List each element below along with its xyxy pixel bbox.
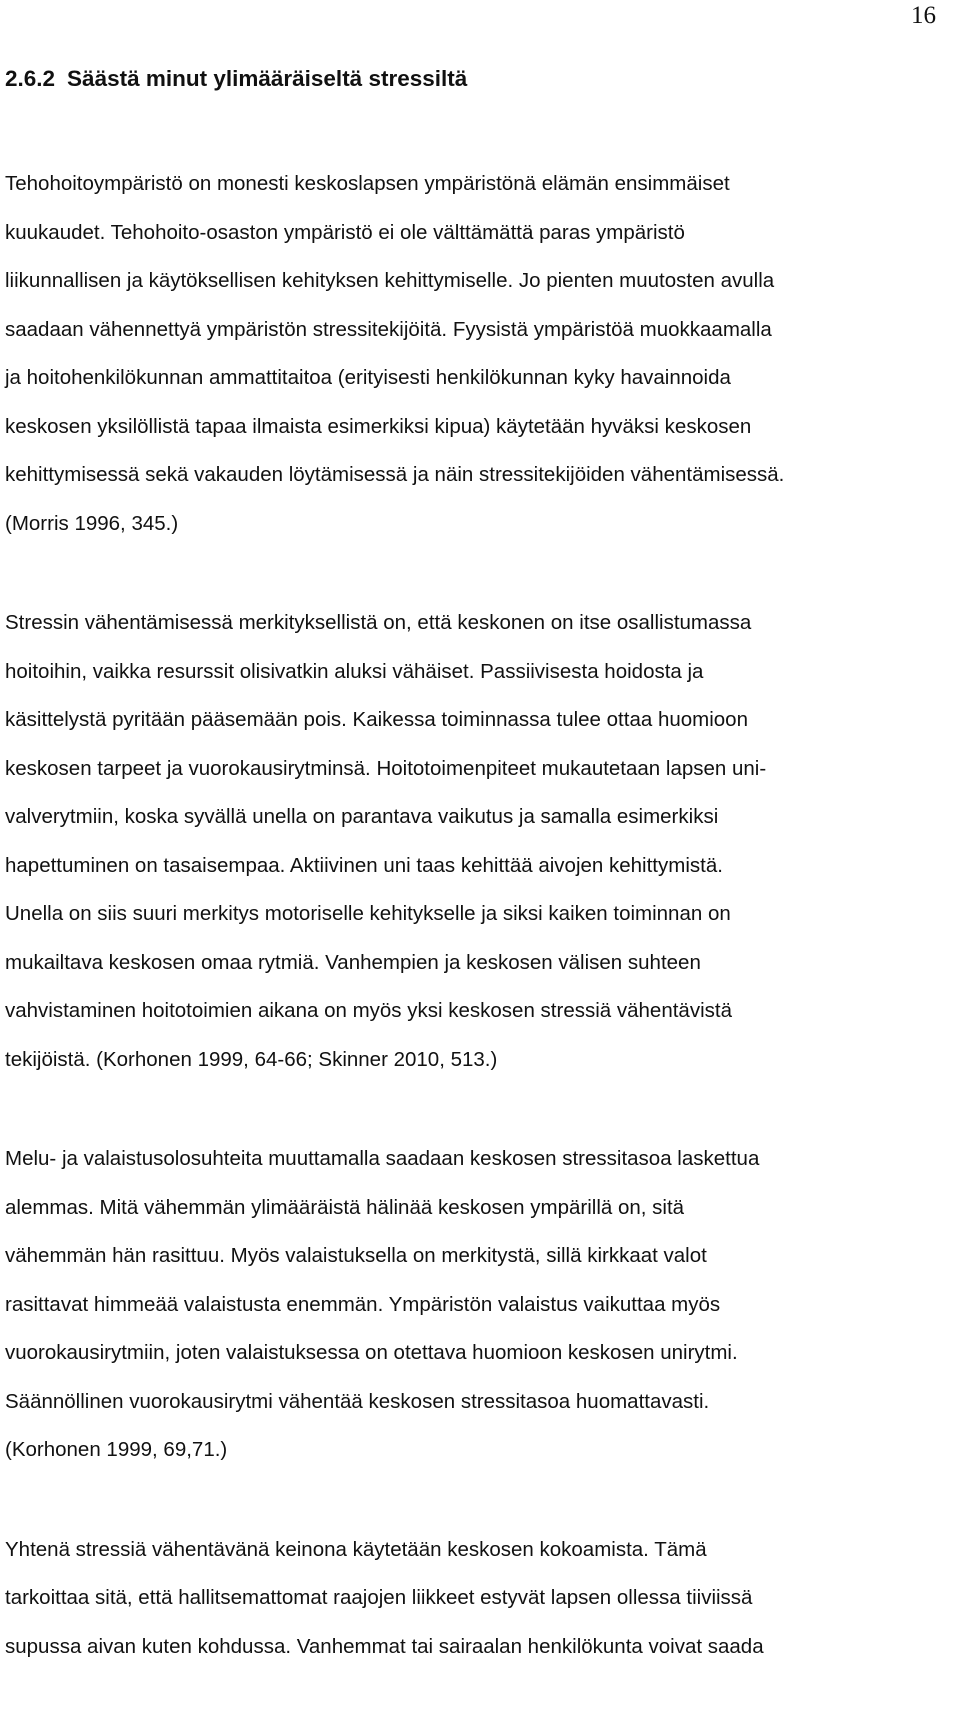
text-line: hapettuminen on tasaisempaa. Aktiivinen uni taas kehittää aivojen kehittymistä. [5,853,723,877]
body-text [5,160,957,1722]
text-line: liikunnallisen ja käytöksellisen kehityksen kehittymiselle. Jo pienten muutosten avulla [5,269,775,292]
text-line: Melu- ja valaistusolosuhteita muuttamalla saadaan keskosen stressitasoa laskettua [5,1147,760,1170]
text-line: Yhtenä stressiä vähentävänä keinona käytetään keskosen kokoamista. Tämä [5,1537,707,1561]
paragraph [5,1135,957,1475]
text-line: kehittymisessä sekä vakauden löytämisessä ja näin stressitekijöiden vähentämisessä. [5,463,785,486]
text-line: vuorokausirytmiin, joten valaistuksessa on otettava huomioon keskosen unirytmi. [5,1341,738,1364]
section-number: 2.6.2 [5,66,56,91]
text-line: tarkoittaa sitä, että hallitsemattomat raajojen liikkeet estyvät lapsen ollessa tiiviissä [5,1586,753,1609]
section-heading [5,62,467,96]
text-line: vähemmän hän rasittuu. Myös valaistuksella on merkitystä, sillä kirkkaat valot [5,1244,707,1267]
text-line: hoitoihin, vaikka resurssit olisivatkin aluksi vähäiset. Passiivisesta hoidosta ja [5,659,704,683]
text-line: käsittelystä pyritään pääsemään pois. Kaikessa toiminnassa tulee ottaa huomioon [5,708,748,731]
text-line: alemmas. Mitä vähemmän ylimääräistä hälinää keskosen ympärillä on, sitä [5,1195,685,1219]
text-line: tekijöistä. (Korhonen 1999, 64-66; Skinner 2010, 513.) [5,1047,498,1071]
paragraph [5,160,957,548]
text-line: keskosen tarpeet ja vuorokausirytminsä. Hoitotoimenpiteet mukautetaan lapsen uni- [5,756,767,780]
text-line: Tehohoitoympäristö on monesti keskoslapsen ympäristönä elämän ensimmäiset [5,172,730,195]
text-line: valverytmiin, koska syvällä unella on parantava vaikutus ja samalla esimerkiksi [5,805,719,828]
page-number: 16 [911,2,936,29]
text-line: rasittavat himmeää valaistusta enemmän. Ympäristön valaistus vaikuttaa myös [5,1292,721,1316]
text-line: ja hoitohenkilökunnan ammattitaitoa (erityisesti henkilökunnan kyky havainnoida [5,366,731,389]
text-line: saadaan vähennettyä ympäristön stressitekijöitä. Fyysistä ympäristöä muokkaamalla [5,317,772,341]
text-line: mukailtava keskosen omaa rytmiä. Vanhempien ja keskosen välisen suhteen [5,950,701,974]
text-line: Unella on siis suuri merkitys motoriselle kehitykselle ja siksi kaiken toiminnan on [5,902,731,925]
text-line: (Morris 1996, 345.) [5,511,179,535]
text-line: kuukaudet. Tehohoito-osaston ympäristö ei ole välttämättä paras ympäristö [5,220,685,244]
paragraph [5,1526,957,1672]
text-line: (Korhonen 1999, 69,71.) [5,1438,228,1461]
section-title: Säästä minut ylimääräiseltä stressiltä [67,66,468,91]
text-line: keskosen yksilöllistä tapaa ilmaista esimerkiksi kipua) käytetään hyväksi keskosen [5,414,752,438]
text-line: supussa aivan kuten kohdussa. Vanhemmat tai sairaalan henkilökunta voivat saada [5,1634,764,1658]
text-line: vahvistaminen hoitotoimien aikana on myös yksi keskosen stressiä vähentävistä [5,999,732,1022]
text-line: Säännöllinen vuorokausirytmi vähentää keskosen stressitasoa huomattavasti. [5,1389,710,1413]
text-line: Stressin vähentämisessä merkityksellistä on, että keskonen on itse osallistumassa [5,611,752,634]
paragraph [5,599,957,1084]
